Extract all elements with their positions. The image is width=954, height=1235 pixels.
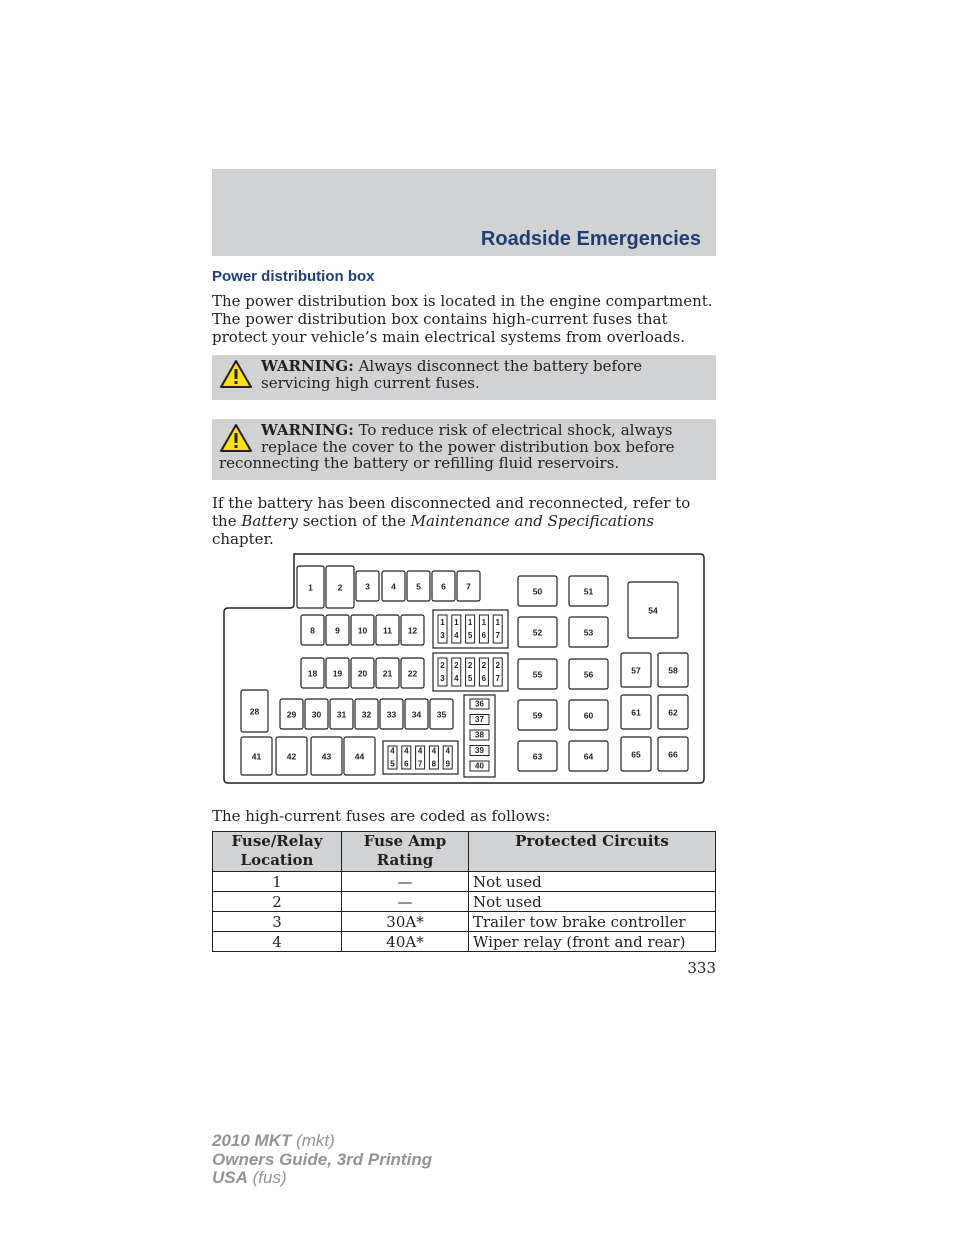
fuse-label: 58	[668, 665, 678, 676]
mini-fuse-label-bottom: 4	[454, 674, 459, 684]
fuse-label: 44	[354, 751, 365, 762]
mini-fuse-label-bottom: 6	[481, 674, 487, 684]
fuse-label: 3	[365, 581, 370, 592]
fuse-table	[212, 831, 716, 952]
cell-amp-rating: —	[342, 892, 469, 912]
mini-fuse-label-bottom: 7	[495, 631, 500, 641]
chapter-title: Roadside Emergencies	[480, 228, 701, 250]
footer-line-3	[212, 1169, 432, 1188]
cell-protected-circuit: Not used	[469, 872, 716, 892]
fuse-label: 12	[407, 625, 418, 636]
stack-fuse-label: 38	[475, 730, 484, 740]
mini-fuse-label-top: 4	[445, 746, 450, 756]
table-row	[213, 932, 716, 952]
mini-fuse-label-top: 2	[467, 661, 473, 671]
mini-fuse-label-top: 4	[390, 746, 395, 756]
fuse-label: 34	[411, 709, 422, 720]
cell-location: 2	[213, 892, 342, 912]
battery-ref-after: chapter.	[212, 530, 274, 548]
mini-fuse-label-top: 1	[454, 618, 459, 628]
fuse-label: 21	[382, 668, 393, 679]
fuse-label: 57	[631, 665, 641, 676]
stack-fuse-label: 36	[475, 699, 484, 709]
intro-paragraph: The power distribution box is located in the engine compartment. The power distribution box contains high-current fuses that protect your vehicle’s main electrical systems from overloads.	[212, 292, 713, 346]
cell-amp-rating: 30A*	[342, 912, 469, 932]
warning-triangle-icon	[219, 423, 253, 453]
mini-fuse-label-bottom: 3	[440, 674, 445, 684]
cell-location: 1	[213, 872, 342, 892]
fuse-label: 63	[532, 751, 543, 762]
fuse-label: 19	[332, 668, 343, 679]
fuse-label: 20	[357, 668, 368, 679]
footer-market-code: (fus)	[252, 1168, 287, 1187]
fuse-label: 54	[648, 605, 658, 616]
fuse-label: 43	[321, 751, 332, 762]
warning-text: To reduce risk of electrical shock, always replace the cover to the power distribution box before reconnecting the battery or refilling fluid reservoirs.	[219, 421, 675, 472]
fuse-label: 7	[466, 581, 471, 592]
mini-fuse-label-bottom: 3	[440, 631, 445, 641]
mini-fuse-label-top: 4	[404, 746, 409, 756]
warning-box-2	[212, 419, 716, 480]
fuse-label: 50	[532, 586, 543, 597]
cell-amp-rating: 40A*	[342, 932, 469, 952]
battery-ref-before: If the battery has been disconnected and reconnected, refer to the	[212, 494, 691, 530]
fuse-label: 30	[311, 709, 322, 720]
battery-ref-maintenance: Maintenance and Specifications	[410, 512, 655, 530]
mini-fuse-label-top: 2	[440, 661, 445, 671]
fuse-label: 10	[357, 625, 368, 636]
mini-fuse-label-top: 1	[495, 618, 500, 628]
fuse-label: 18	[307, 668, 318, 679]
fuse-label: 5	[416, 581, 421, 592]
fuse-label: 22	[407, 668, 418, 679]
footer-line-2	[212, 1151, 432, 1170]
mini-fuse-label-top: 2	[495, 661, 500, 671]
fuse-label: 29	[286, 709, 297, 720]
mini-fuse-label-top: 4	[417, 746, 423, 756]
fuse-label: 51	[583, 586, 594, 597]
page-number: 333	[687, 959, 716, 977]
table-intro: The high-current fuses are coded as follows:	[212, 807, 551, 825]
section-heading: Power distribution box	[212, 268, 375, 285]
warning-label: WARNING:	[261, 421, 354, 439]
fuse-label: 66	[668, 749, 678, 760]
mini-fuse-label-bottom: 6	[481, 631, 487, 641]
mini-fuse-label-top: 2	[454, 661, 459, 671]
table-header-row	[213, 832, 716, 872]
table-row	[213, 892, 716, 912]
mini-fuse-label-bottom: 8	[431, 759, 437, 769]
fuse-label: 2	[337, 582, 343, 593]
cell-protected-circuit: Wiper relay (front and rear)	[469, 932, 716, 952]
fuse-label: 56	[583, 669, 594, 680]
fuse-label: 53	[583, 627, 594, 638]
cell-protected-circuit: Not used	[469, 892, 716, 912]
warning-triangle-icon	[219, 359, 253, 389]
fuse-label: 41	[251, 751, 262, 762]
fuse-label: 31	[336, 709, 347, 720]
fuse-box-diagram	[222, 553, 706, 785]
battery-reference-paragraph	[212, 494, 716, 548]
fuse-label: 6	[441, 581, 446, 592]
warning-box-1	[212, 355, 716, 400]
fuse-label: 65	[631, 749, 641, 760]
fuse-label: 55	[532, 669, 543, 680]
footer-line-1	[212, 1132, 432, 1151]
table-row	[213, 872, 716, 892]
fuse-label: 62	[668, 707, 678, 718]
column-header-location: Fuse/Relay Location	[213, 832, 342, 872]
cell-amp-rating: —	[342, 872, 469, 892]
footer-model: 2010 MKT	[212, 1131, 292, 1150]
fuse-label: 9	[335, 625, 340, 636]
footer-model-code: (mkt)	[296, 1131, 335, 1150]
column-header-protected-circuits: Protected Circuits	[469, 832, 716, 872]
fuse-label: 35	[436, 709, 447, 720]
fuse-label: 52	[532, 627, 543, 638]
fuse-label: 59	[532, 710, 543, 721]
fuse-label: 28	[249, 706, 260, 717]
mini-fuse-label-bottom: 4	[454, 631, 459, 641]
mini-fuse-label-bottom: 7	[495, 674, 500, 684]
stack-fuse-label: 40	[475, 761, 484, 771]
mini-fuse-label-bottom: 5	[467, 631, 473, 641]
cell-protected-circuit: Trailer tow brake controller	[469, 912, 716, 932]
fuse-label: 11	[383, 625, 392, 636]
fuse-label: 64	[583, 751, 594, 762]
footer-guide: Owners Guide, 3rd Printing	[212, 1149, 433, 1169]
mini-fuse-label-top: 1	[467, 618, 473, 628]
stack-fuse-label: 37	[475, 715, 484, 725]
footer-market: USA	[212, 1168, 248, 1187]
mini-fuse-label-top: 1	[440, 618, 445, 628]
battery-ref-middle: section of the	[302, 512, 406, 530]
battery-ref-battery: Battery	[241, 512, 298, 530]
column-header-amp-rating: Fuse Amp Rating	[342, 832, 469, 872]
fuse-label: 1	[308, 582, 313, 593]
footer-imprint	[212, 1132, 432, 1188]
mini-fuse-label-bottom: 9	[445, 759, 450, 769]
mini-fuse-label-top: 2	[481, 661, 487, 671]
warning-label: WARNING:	[261, 357, 354, 375]
mini-fuse-label-bottom: 7	[417, 759, 423, 769]
fuse-label: 32	[361, 709, 372, 720]
fuse-label: 61	[631, 707, 641, 718]
mini-fuse-label-top: 1	[481, 618, 487, 628]
fuse-label: 60	[583, 710, 594, 721]
stack-fuse-label: 39	[475, 746, 484, 756]
warning-text: Always disconnect the battery before servicing high current fuses.	[261, 357, 643, 392]
fuse-label: 8	[310, 625, 315, 636]
fuse-label: 42	[286, 751, 297, 762]
mini-fuse-label-bottom: 5	[390, 759, 395, 769]
fuse-label: 4	[391, 581, 396, 592]
mini-fuse-label-bottom: 5	[467, 674, 473, 684]
table-row	[213, 912, 716, 932]
mini-fuse-label-top: 4	[431, 746, 437, 756]
cell-location: 4	[213, 932, 342, 952]
cell-location: 3	[213, 912, 342, 932]
fuse-label: 33	[386, 709, 397, 720]
header-band	[212, 169, 716, 256]
mini-fuse-label-bottom: 6	[404, 759, 409, 769]
